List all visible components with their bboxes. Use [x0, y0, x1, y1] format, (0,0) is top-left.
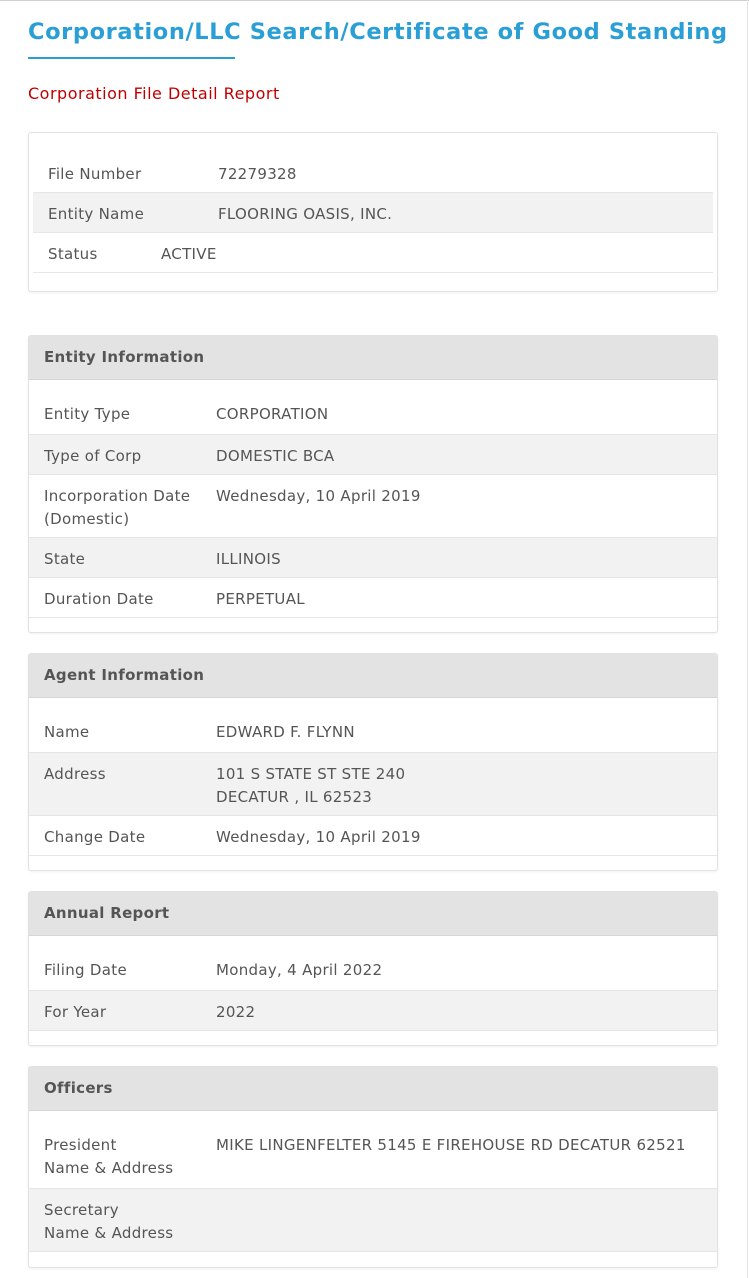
state-label: State: [44, 550, 86, 568]
duration-date-value: PERPETUAL: [216, 590, 305, 608]
president-label-line-2: Name & Address: [44, 1159, 174, 1177]
agent-address-line-2: DECATUR , IL 62523: [216, 788, 373, 806]
for-year-label: For Year: [44, 1003, 107, 1021]
file-number-row: [33, 153, 713, 192]
type-of-corp-row: [29, 434, 717, 474]
filing-date-label: Filing Date: [44, 961, 127, 979]
summary-rows: [33, 153, 713, 273]
entity-name-label: Entity Name: [48, 205, 145, 223]
agent-address-value: [216, 763, 405, 809]
president-value: MIKE LINGENFELTER 5145 E FIREHOUSE RD DECATUR 62521: [216, 1136, 686, 1154]
entity-information-heading: Entity Information: [29, 336, 717, 380]
incorporation-date-label: [44, 485, 190, 531]
incorporation-date-value: Wednesday, 10 April 2019: [216, 487, 421, 505]
entity-information-rows: [29, 390, 717, 618]
agent-name-value: EDWARD F. FLYNN: [216, 723, 355, 741]
president-label: [44, 1134, 173, 1180]
right-border: [747, 0, 748, 1278]
state-row: [29, 537, 717, 577]
secretary-label-line-2: Name & Address: [44, 1224, 174, 1242]
agent-information-card: [28, 653, 718, 871]
change-date-value: Wednesday, 10 April 2019: [216, 828, 421, 846]
agent-name-label: Name: [44, 723, 90, 741]
state-value: ILLINOIS: [216, 550, 281, 568]
entity-type-row: Entity Type CORPORATION: [29, 390, 717, 434]
entity-name-row: [33, 192, 713, 232]
officers-card: [28, 1066, 718, 1268]
annual-report-heading: Annual Report: [29, 892, 717, 936]
status-label: Status: [48, 245, 98, 263]
incorporation-date-label-line-1: Incorporation Date: [44, 487, 191, 505]
secretary-label: [44, 1199, 173, 1245]
agent-address-label: Address: [44, 765, 106, 783]
president-label-line-1: President: [44, 1136, 117, 1154]
agent-name-row: [29, 708, 717, 752]
agent-address-row: [29, 752, 717, 815]
agent-information-rows: [29, 708, 717, 856]
president-row: [29, 1121, 717, 1188]
type-of-corp-label: Type of Corp: [44, 447, 142, 465]
file-number-label: File Number: [48, 165, 142, 183]
for-year-row: [29, 990, 717, 1030]
for-year-value: 2022: [216, 1003, 256, 1021]
change-date-label: Change Date: [44, 828, 146, 846]
type-of-corp-value: DOMESTIC BCA: [216, 447, 335, 465]
duration-date-label: Duration Date: [44, 590, 154, 608]
title-underline: [28, 57, 235, 59]
annual-report-rows: [29, 946, 717, 1031]
report-title: Corporation File Detail Report: [28, 84, 280, 103]
entity-name-value: FLOORING OASIS, INC.: [218, 205, 393, 223]
duration-date-row: [29, 577, 717, 617]
agent-information-heading: Agent Information: [29, 654, 717, 698]
entity-information-card: [28, 335, 718, 633]
secretary-label-line-1: Secretary: [44, 1201, 119, 1219]
officers-rows: [29, 1121, 717, 1252]
file-number-value: 72279328: [218, 165, 297, 183]
incorporation-date-row: [29, 474, 717, 537]
filing-date-row: [29, 946, 717, 990]
incorporation-date-label-line-2: (Domestic): [44, 510, 130, 528]
filing-date-value: Monday, 4 April 2022: [216, 961, 383, 979]
officers-heading: Officers: [29, 1067, 717, 1111]
secretary-row: [29, 1188, 717, 1251]
annual-report-card: [28, 891, 718, 1046]
top-border: [0, 0, 749, 1]
agent-address-line-1: 101 S STATE ST STE 240: [216, 765, 406, 783]
change-date-row: [29, 815, 717, 855]
status-value: ACTIVE: [161, 245, 217, 263]
page-title: Corporation/LLC Search/Certificate of Good Standing: [28, 19, 728, 45]
status-row: [33, 232, 713, 272]
summary-card: [28, 132, 718, 292]
